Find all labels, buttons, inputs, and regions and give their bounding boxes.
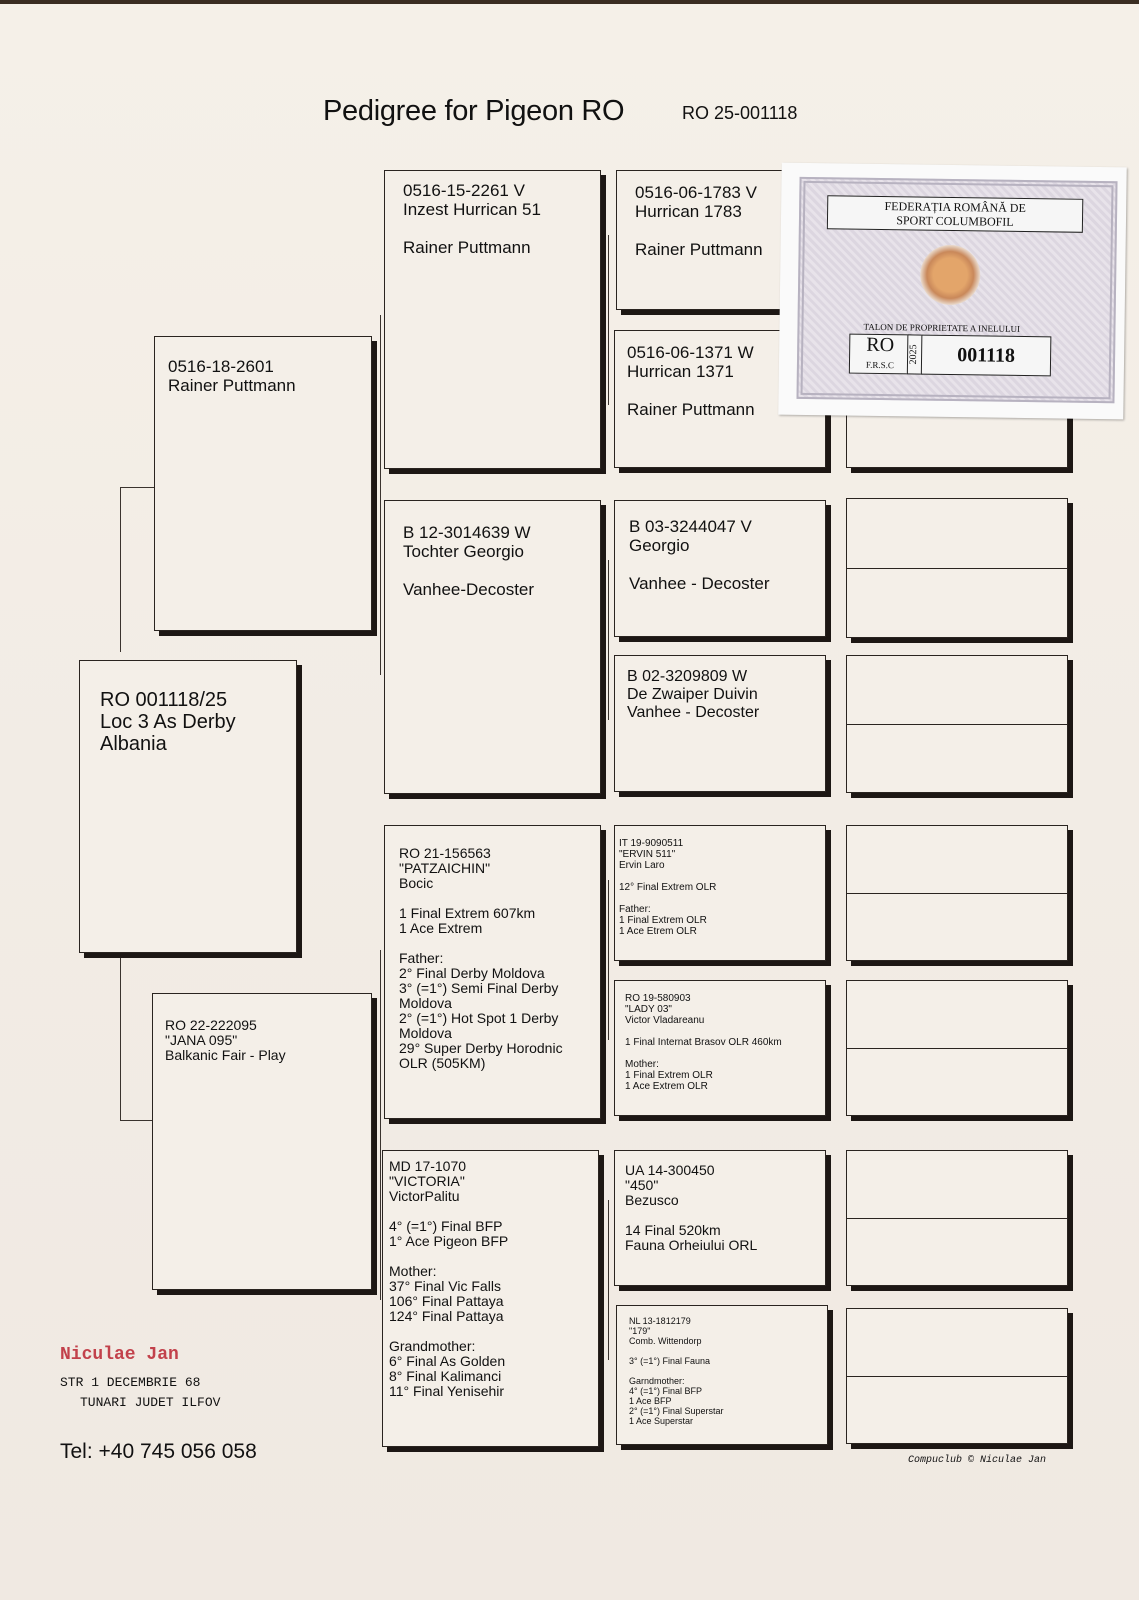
- divider: [847, 1376, 1067, 1377]
- page-title: Pedigree for Pigeon RO: [323, 95, 625, 127]
- ring-year: 2025: [907, 334, 924, 374]
- copyright: Compuclub © Niculae Jan: [908, 1455, 1047, 1466]
- dam-box: [152, 993, 372, 1290]
- connector-line: [608, 560, 609, 720]
- sds-text: B 03-3244047 V Georgio Vanhee - Decoster: [629, 517, 770, 593]
- talon-label: TALON DE PROPRIETATE A INELULUI: [863, 321, 1021, 334]
- country-label: RO: [866, 333, 895, 357]
- connector-line: [608, 235, 609, 405]
- connector-line: [608, 880, 609, 1040]
- connector-line: [120, 487, 154, 488]
- federation-name: FEDERAȚIA ROMÂNĂ DE SPORT COLUMBOFIL: [827, 195, 1083, 233]
- sd-text: B 12-3014639 W Tochter Georgio Vanhee-Decoster: [403, 523, 535, 599]
- sds-box: [614, 500, 826, 637]
- divider: [847, 724, 1067, 725]
- ddd-text: NL 13-1812179 "179" Comb. Wittendorp 3° (=1°) Final Fauna Garndmother: 4° (=1°) Final BFP 1 Ace BFP 2° (=1°) Final Superstar 1 Ace Superstar: [629, 1316, 724, 1426]
- empty-box: [846, 1308, 1068, 1444]
- dam-text: RO 22-222095 "JANA 095" Balkanic Fair - Play: [165, 1017, 286, 1063]
- ss-text: 0516-15-2261 V Inzest Hurrican 51 Rainer Puttmann: [403, 181, 541, 257]
- dd-text: MD 17-1070 "VICTORIA" VictorPalitu 4° (=1°) Final BFP 1° Ace Pigeon BFP Mother: 37° Final Vic Falls 106° Final Pattaya 124° Final Pattaya Grandmother: 6° Final As Golden 8° Final Kalimanci 11° Final Yenisehir: [389, 1158, 509, 1399]
- connector-line: [120, 1120, 154, 1121]
- dds-box: [614, 1150, 826, 1286]
- ddd-box: [616, 1305, 828, 1445]
- dss-box: [614, 825, 826, 961]
- connector-line: [608, 1200, 609, 1360]
- sss-text: 0516-06-1783 V Hurrican 1783 Rainer Puttmann: [635, 183, 763, 259]
- sdd-box: [614, 655, 826, 792]
- ds-box: [384, 825, 601, 1119]
- frsc-label: F.R.S.C: [865, 359, 895, 371]
- country-code: [849, 334, 912, 375]
- ring-number: RO 25-001118: [682, 103, 798, 123]
- dss-text: IT 19-9090511 "ERVIN 511" Ervin Laro 12° Final Extrem OLR Father: 1 Final Extrem OLR 1 Ace Etrem OLR: [619, 838, 717, 937]
- ring-serial: 001118: [921, 335, 1052, 377]
- divider: [847, 893, 1067, 894]
- address-line-2: TUNARI JUDET ILFOV: [80, 1395, 221, 1410]
- owner-name: Niculae Jan: [60, 1345, 179, 1365]
- address-line-1: STR 1 DECEMBRIE 68: [60, 1375, 201, 1390]
- connector-line: [120, 955, 121, 1120]
- sire-box: [154, 336, 372, 631]
- dds-text: UA 14-300450 "450" Bezusco 14 Final 520km Fauna Orheiului ORL: [625, 1162, 758, 1253]
- dd-box: [382, 1150, 599, 1447]
- divider: [847, 568, 1067, 569]
- ssd-text: 0516-06-1371 W Hurrican 1371 Rainer Puttmann: [627, 343, 755, 419]
- phone-number: Tel: +40 745 056 058: [60, 1440, 257, 1463]
- empty-box: [846, 498, 1068, 638]
- empty-box: [846, 825, 1068, 961]
- connector-line: [120, 487, 121, 652]
- empty-box: [846, 980, 1068, 1116]
- top-edge: [0, 0, 1139, 4]
- ring-certificate: [778, 163, 1126, 420]
- empty-box: [846, 1150, 1068, 1286]
- connector-line: [380, 950, 381, 1300]
- connector-line: [380, 315, 381, 675]
- subject-text: RO 001118/25 Loc 3 As Derby Albania: [100, 689, 236, 755]
- dsd-text: RO 19-580903 "LADY 03" Victor Vladareanu 1 Final Internat Brasov OLR 460km Mother: 1 Final Extrem OLR 1 Ace Extrem OLR: [625, 993, 782, 1092]
- subject-box: [79, 660, 297, 953]
- empty-box: [846, 655, 1068, 793]
- ds-text: RO 21-156563 "PATZAICHIN" Bocic 1 Final Extrem 607km 1 Ace Extrem Father: 2° Final Derby Moldova 3° (=1°) Semi Final Derby Moldova 2° (=1°) Hot Spot 1 Derby Moldova 29° Super Derby Horodnic OLR (505KM): [399, 845, 563, 1071]
- divider: [847, 1218, 1067, 1219]
- sd-box: [384, 500, 601, 794]
- divider: [847, 1048, 1067, 1049]
- sire-text: 0516-18-2601 Rainer Puttmann: [168, 357, 296, 395]
- ss-box: [384, 170, 601, 469]
- sdd-text: B 02-3209809 W De Zwaiper Duivin Vanhee - Decoster: [627, 668, 760, 721]
- dsd-box: [614, 980, 826, 1116]
